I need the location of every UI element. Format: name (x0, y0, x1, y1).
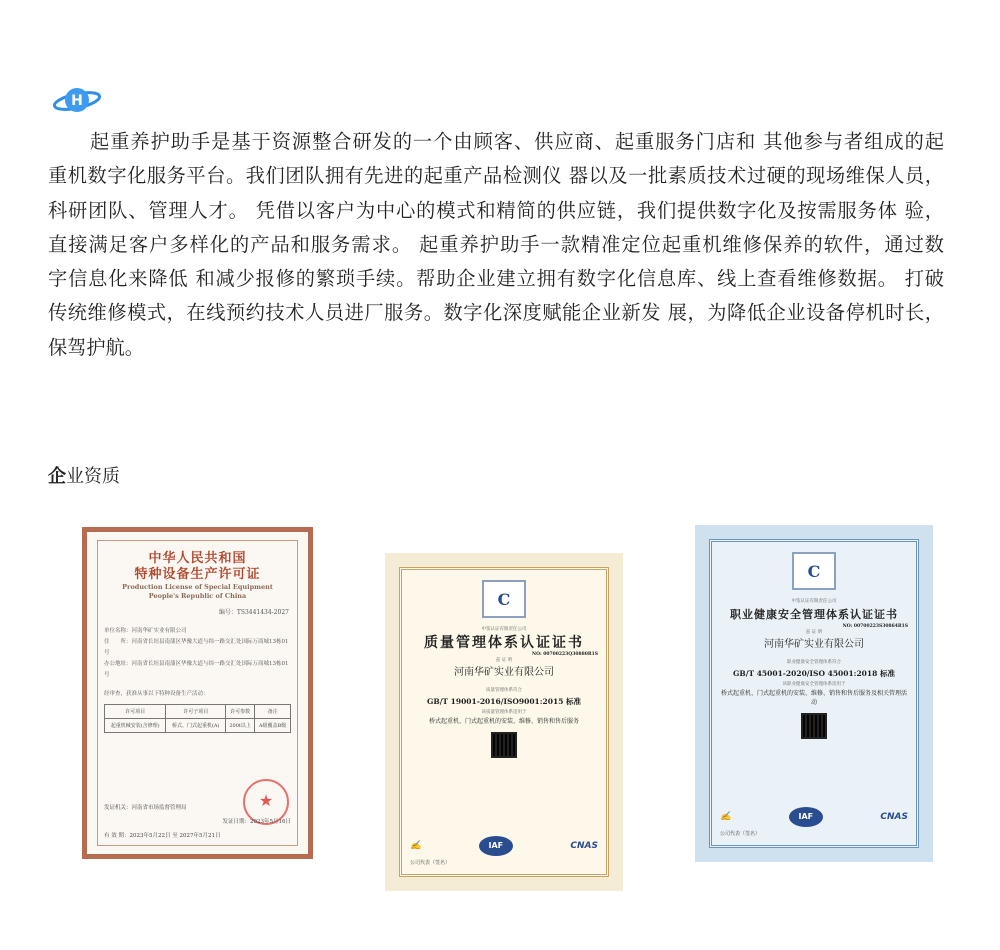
certificate-special-equipment-license (82, 527, 313, 859)
intro-line: 传统维修模式，在线预约技术人员进厂服务。数字化深度赋能企业新发 展，为降低企业设备停机时长， (48, 301, 944, 325)
cert-number: NO: 00700223S30864R1S (842, 624, 908, 629)
cert-rep: 公司代表（签名） (410, 860, 451, 866)
section-title-rest: 业资质 (66, 466, 120, 487)
table-cell: 200t以上 (226, 719, 255, 733)
table-header: 许可子项目 (166, 705, 226, 719)
section-title-qualifications (48, 462, 120, 488)
svg-text:H: H (71, 93, 83, 109)
official-seal-star-icon: ★ (243, 779, 289, 825)
signature-icon: ✍ (720, 812, 732, 822)
table-header: 许可项目 (105, 705, 166, 719)
cert-scope: 桥式起重机、门式起重机的安装、维修、销售和售后服务 (428, 718, 579, 725)
intro-line: 保驾护航。 (48, 335, 144, 359)
cert-title: 特种设备生产许可证 (134, 567, 261, 582)
cert-scope: 桥式起重机、门式起重机的安装、维修、销售和售后服务及相关管理活动 (720, 690, 907, 706)
cert-number: 编号：TS3441434-2027 (218, 609, 289, 616)
cert-unit: 单位名称：河南华矿实业有限公司 (104, 628, 187, 634)
certification-logo-icon: C (792, 552, 836, 590)
cert-standard-label: 职业健康安全管理体系符合 (787, 660, 841, 665)
table-cell: 桥式、门式起重机(A) (166, 719, 226, 733)
table-cell: A级覆盖B级 (255, 719, 291, 733)
cert-issuer: 发证机关：河南省市场监督管理局 (104, 805, 187, 811)
cert-company: 河南华矿实业有限公司 (454, 667, 554, 678)
cert-title: 中华人民共和国 (148, 551, 247, 566)
cert-scope-label: 该质量管理体系适用于 (481, 710, 527, 715)
signature-icon: ✍ (410, 841, 422, 851)
cert-title-en: People's Republic of China (148, 592, 247, 600)
cert-validity: 有 效 期：2023年5月22日 至 2027年5月21日 (104, 833, 221, 839)
intro-line: 字信息化来降低 和减少报修的繁琐手续。帮助企业建立拥有数字化信息库、线上查看维修数据。 打破 (48, 267, 944, 291)
intro-line: 重机数字化服务平台。我们团队拥有先进的起重产品检测仪 器以及一批素质技术过硬的现场维保人员， (48, 164, 944, 188)
iaf-logo: IAF (789, 807, 823, 827)
cert-table (104, 704, 291, 733)
cert-standard-label: 质量管理体系符合 (486, 688, 522, 693)
cert-title: 质量管理体系认证证书 (424, 635, 584, 651)
certification-logo-icon: C (482, 580, 526, 618)
intro-paragraph (48, 125, 944, 365)
qr-code-icon (801, 713, 827, 739)
cert-standard: GB/T 19001-2016/ISO9001:2015 标准 (426, 697, 582, 706)
intro-line: 科研团队、管理人才。 凭借以客户为中心的模式和精简的供应链，我们提供数字化及按需服务体 验， (48, 198, 944, 222)
cert-company: 河南华矿实业有限公司 (764, 639, 864, 650)
cert-certify: 兹 证 明 (805, 630, 823, 635)
cert-issue-date: 发证日期：2023年5月16日 (222, 819, 291, 825)
cnas-logo: CNAS (570, 841, 598, 851)
cert-org: 中鉴认证有限责任公司 (791, 599, 837, 604)
certificate-occupational-health-safety (695, 525, 933, 862)
intro-line: 起重养护助手是基于资源整合研发的一个由顾客、供应商、起重服务门店和 其他参与者组成的起 (90, 130, 944, 153)
cert-certify: 兹 证 明 (495, 658, 513, 663)
intro-line: 直接满足客户多样化的产品和服务需求。 起重养护助手一款精准定位起重机维修保养的软件，通过数 (48, 232, 944, 256)
company-logo (52, 84, 102, 116)
cert-scope-label: 该职业健康安全管理体系适用于 (782, 682, 846, 687)
cert-rep: 公司代表（签名） (720, 831, 761, 837)
cert-approval: 经审查，获准从事以下特种设备生产活动： (104, 691, 209, 697)
cnas-logo: CNAS (880, 812, 908, 822)
cert-number: NO: 00700223Q30880R1S (531, 652, 598, 657)
qr-code-icon (491, 732, 517, 758)
cert-address: 住 所：河南省长垣县南蒲区华豫大道与纬一路交汇处国际万商城13栋01号 (104, 639, 289, 656)
table-cell: 起重机械安装(含修理) (105, 719, 166, 733)
table-header: 备注 (255, 705, 291, 719)
cert-standard: GB/T 45001-2020/ISO 45001:2018 标准 (733, 669, 895, 678)
table-header: 许可参数 (226, 705, 255, 719)
certificate-quality-management (385, 553, 623, 891)
cert-office: 办公地址：河南省长垣县南蒲区华豫大道与纬一路交汇处国际万商城13栋01号 (104, 661, 289, 678)
iaf-logo: IAF (479, 836, 513, 856)
cert-title-en: Production License of Special Equipment (122, 583, 273, 591)
cert-org: 中鉴认证有限责任公司 (481, 627, 527, 632)
cert-title: 职业健康安全管理体系认证证书 (730, 608, 898, 621)
section-title-first-char: 企 (48, 466, 66, 487)
